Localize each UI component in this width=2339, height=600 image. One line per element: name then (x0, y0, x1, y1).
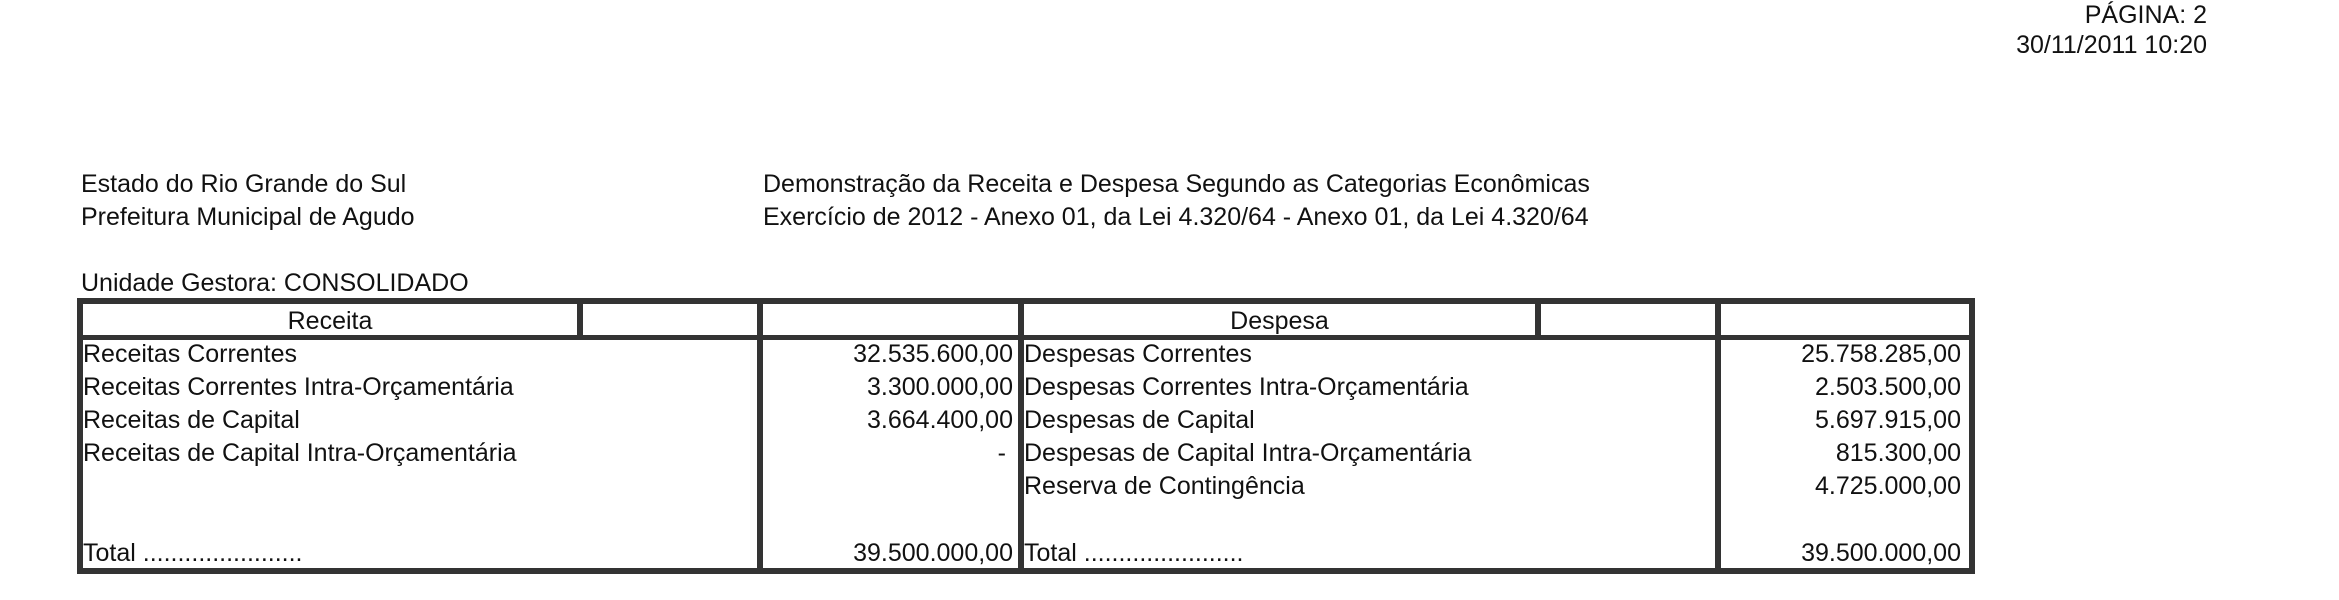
despesa-value: 2.503.500,00 (1815, 373, 1961, 401)
despesa-value: 4.725.000,00 (1815, 472, 1961, 500)
page-number: PÁGINA: 2 (2084, 1, 2207, 29)
despesa-total-value: 39.500.000,00 (1801, 539, 1961, 567)
municipality-name: Prefeitura Municipal de Agudo (81, 203, 415, 231)
print-datetime: 30/11/2011 10:20 (2016, 31, 2207, 59)
header-separator (1535, 304, 1541, 336)
despesa-label: Despesas Correntes Intra-Orçamentária (1024, 373, 1469, 401)
receita-label: Receitas Correntes (83, 340, 297, 368)
despesa-value: 25.758.285,00 (1801, 340, 1961, 368)
despesa-label: Despesas de Capital (1024, 406, 1255, 434)
management-unit: Unidade Gestora: CONSOLIDADO (81, 269, 469, 297)
receita-header: Receita (287, 307, 373, 335)
report-subtitle: Exercício de 2012 - Anexo 01, da Lei 4.320/64 - Anexo 01, da Lei 4.320/64 (763, 203, 1589, 231)
receita-value: - (997, 439, 1006, 467)
receita-value: 3.664.400,00 (867, 406, 1013, 434)
despesa-label: Despesas de Capital Intra-Orçamentária (1024, 439, 1472, 467)
receita-value: 3.300.000,00 (867, 373, 1013, 401)
despesa-total-label: Total ....................... (1024, 539, 1244, 567)
despesa-header: Despesa (1230, 307, 1329, 335)
receita-value: 32.535.600,00 (853, 340, 1013, 368)
despesa-label: Reserva de Contingência (1024, 472, 1305, 500)
state-name: Estado do Rio Grande do Sul (81, 170, 407, 198)
header-separator (577, 304, 583, 336)
receita-total-label: Total ....................... (83, 539, 303, 567)
receita-label: Receitas de Capital (83, 406, 300, 434)
receita-label: Receitas Correntes Intra-Orçamentária (83, 373, 514, 401)
report-title: Demonstração da Receita e Despesa Segundo as Categorias Econômicas (763, 170, 1590, 198)
despesa-label: Despesas Correntes (1024, 340, 1252, 368)
receita-label: Receitas de Capital Intra-Orçamentária (83, 439, 517, 467)
receita-total-value: 39.500.000,00 (853, 539, 1013, 567)
revenue-expense-table (77, 298, 1975, 574)
despesa-value: 5.697.915,00 (1815, 406, 1961, 434)
despesa-value: 815.300,00 (1835, 439, 1961, 467)
